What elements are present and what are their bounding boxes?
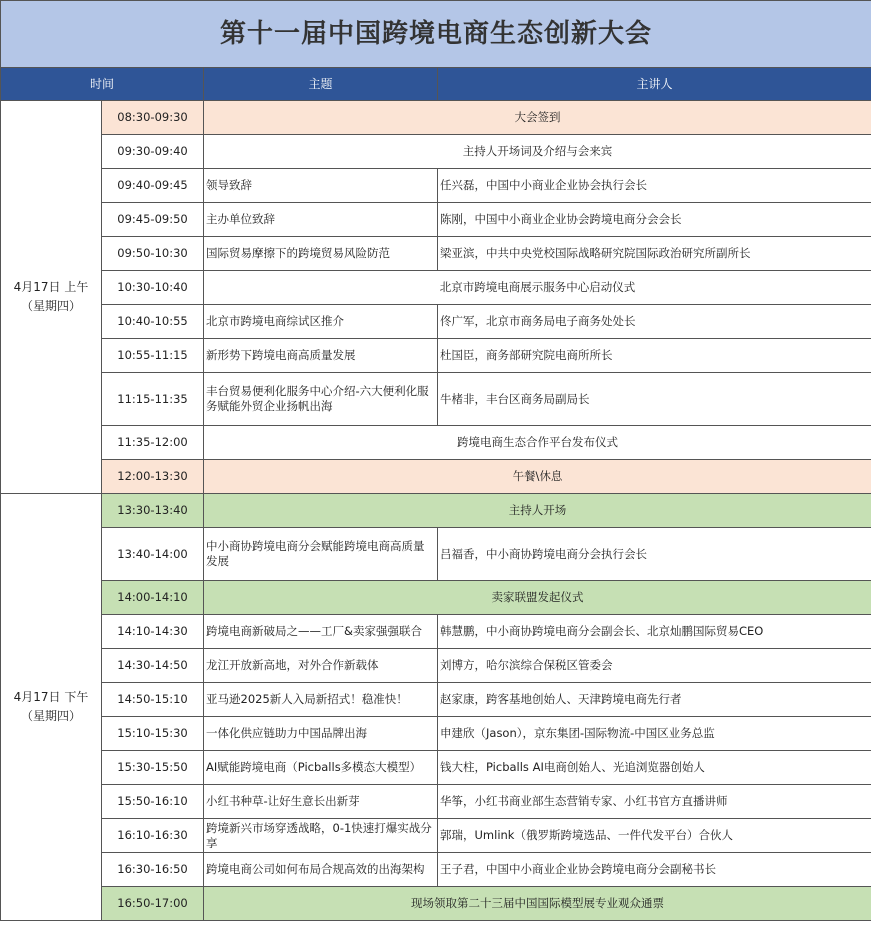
session-speaker: 佟广军，北京市商务局电子商务处处长	[438, 305, 871, 339]
session-topic: 亚马逊2025新人入局新招式！稳准快！	[204, 683, 438, 717]
time-slot: 16:50-17:00	[102, 887, 204, 921]
agenda-row	[1, 785, 871, 819]
agenda-row	[1, 373, 871, 426]
session-speaker: 陈刚，中国中小商业企业协会跨境电商分会会长	[438, 203, 871, 237]
agenda-row	[1, 853, 871, 887]
time-slot: 09:45-09:50	[102, 203, 204, 237]
session-title: 跨境电商生态合作平台发布仪式	[204, 426, 871, 460]
session-title: 主持人开场词及介绍与会来宾	[204, 135, 871, 169]
agenda-row	[1, 135, 871, 169]
time-slot: 09:30-09:40	[102, 135, 204, 169]
agenda-row	[1, 237, 871, 271]
session-topic: 中小商协跨境电商分会赋能跨境电商高质量发展	[204, 528, 438, 581]
agenda-row	[1, 271, 871, 305]
header-speaker: 主讲人	[438, 68, 871, 101]
time-slot: 11:15-11:35	[102, 373, 204, 426]
session-speaker: 刘博方，哈尔滨综合保税区管委会	[438, 649, 871, 683]
session-topic: 丰台贸易便利化服务中心介绍-六大便利化服务赋能外贸企业扬帆出海	[204, 373, 438, 426]
period-label	[1, 101, 102, 494]
time-slot: 13:40-14:00	[102, 528, 204, 581]
session-topic: 龙江开放新高地，对外合作新载体	[204, 649, 438, 683]
time-slot: 10:30-10:40	[102, 271, 204, 305]
time-slot: 11:35-12:00	[102, 426, 204, 460]
page-title: 第十一届中国跨境电商生态创新大会	[1, 1, 871, 68]
session-speaker: 梁亚滨，中共中央党校国际战略研究院国际政治研究所副所长	[438, 237, 871, 271]
session-topic: 国际贸易摩擦下的跨境贸易风险防范	[204, 237, 438, 271]
time-slot: 09:50-10:30	[102, 237, 204, 271]
title-row	[1, 1, 871, 68]
agenda-row	[1, 460, 871, 494]
session-topic: 北京市跨境电商综试区推介	[204, 305, 438, 339]
session-topic: 领导致辞	[204, 169, 438, 203]
session-title: 北京市跨境电商展示服务中心启动仪式	[204, 271, 871, 305]
session-title: 午餐\休息	[204, 460, 871, 494]
time-slot: 14:10-14:30	[102, 615, 204, 649]
session-topic: AI赋能跨境电商（Picballs多模态大模型）	[204, 751, 438, 785]
time-slot: 13:30-13:40	[102, 494, 204, 528]
agenda-row	[1, 887, 871, 921]
period-date: 4月17日 下午	[13, 690, 89, 704]
time-slot: 10:40-10:55	[102, 305, 204, 339]
session-topic: 小红书种草-让好生意长出新芽	[204, 785, 438, 819]
agenda-row	[1, 819, 871, 853]
header-row	[1, 68, 871, 101]
session-title: 主持人开场	[204, 494, 871, 528]
header-topic: 主题	[204, 68, 438, 101]
session-title: 卖家联盟发起仪式	[204, 581, 871, 615]
time-slot: 15:30-15:50	[102, 751, 204, 785]
agenda-row	[1, 101, 871, 135]
agenda-row	[1, 649, 871, 683]
agenda-row	[1, 751, 871, 785]
session-speaker: 任兴磊，中国中小商业企业协会执行会长	[438, 169, 871, 203]
time-slot: 12:00-13:30	[102, 460, 204, 494]
session-speaker: 郭瑞，Umlink（俄罗斯跨境选品、一件代发平台）合伙人	[438, 819, 871, 853]
agenda-row	[1, 305, 871, 339]
session-title: 大会签到	[204, 101, 871, 135]
time-slot: 09:40-09:45	[102, 169, 204, 203]
agenda-row	[1, 494, 871, 528]
session-topic: 一体化供应链助力中国品牌出海	[204, 717, 438, 751]
session-speaker: 申建欣（Jason），京东集团-国际物流-中国区业务总监	[438, 717, 871, 751]
session-topic: 主办单位致辞	[204, 203, 438, 237]
period-label	[1, 494, 102, 921]
time-slot: 10:55-11:15	[102, 339, 204, 373]
session-topic: 跨境电商新破局之——工厂&卖家强强联合	[204, 615, 438, 649]
period-weekday: （星期四）	[20, 709, 81, 723]
time-slot: 15:10-15:30	[102, 717, 204, 751]
header-time: 时间	[1, 68, 204, 101]
time-slot: 14:50-15:10	[102, 683, 204, 717]
session-speaker: 钱大柱，Picballs AI电商创始人、光追浏览器创始人	[438, 751, 871, 785]
time-slot: 16:30-16:50	[102, 853, 204, 887]
time-slot: 14:30-14:50	[102, 649, 204, 683]
time-slot: 14:00-14:10	[102, 581, 204, 615]
period-weekday: （星期四）	[20, 299, 81, 313]
session-speaker: 吕福香，中小商协跨境电商分会执行会长	[438, 528, 871, 581]
session-speaker: 牛楮非，丰台区商务局副局长	[438, 373, 871, 426]
agenda-row	[1, 717, 871, 751]
session-speaker: 王子君，中国中小商业企业协会跨境电商分会副秘书长	[438, 853, 871, 887]
agenda-row	[1, 581, 871, 615]
session-title: 现场领取第二十三届中国国际模型展专业观众通票	[204, 887, 871, 921]
session-speaker: 华筝，小红书商业部生态营销专家、小红书官方直播讲师	[438, 785, 871, 819]
time-slot: 15:50-16:10	[102, 785, 204, 819]
agenda-row	[1, 203, 871, 237]
agenda-row	[1, 426, 871, 460]
session-topic: 跨境电商公司如何布局合规高效的出海架构	[204, 853, 438, 887]
agenda-row	[1, 683, 871, 717]
agenda-row	[1, 339, 871, 373]
session-speaker: 韩慧鹏，中小商协跨境电商分会副会长、北京灿鹏国际贸易CEO	[438, 615, 871, 649]
period-date: 4月17日 上午	[13, 280, 89, 294]
agenda-row	[1, 169, 871, 203]
session-topic: 跨境新兴市场穿透战略，0-1快速打爆实战分享	[204, 819, 438, 853]
agenda-row	[1, 528, 871, 581]
session-speaker: 赵家康，跨客基地创始人、天津跨境电商先行者	[438, 683, 871, 717]
session-speaker: 杜国臣，商务部研究院电商所所长	[438, 339, 871, 373]
time-slot: 16:10-16:30	[102, 819, 204, 853]
time-slot: 08:30-09:30	[102, 101, 204, 135]
session-topic: 新形势下跨境电商高质量发展	[204, 339, 438, 373]
agenda-row	[1, 615, 871, 649]
